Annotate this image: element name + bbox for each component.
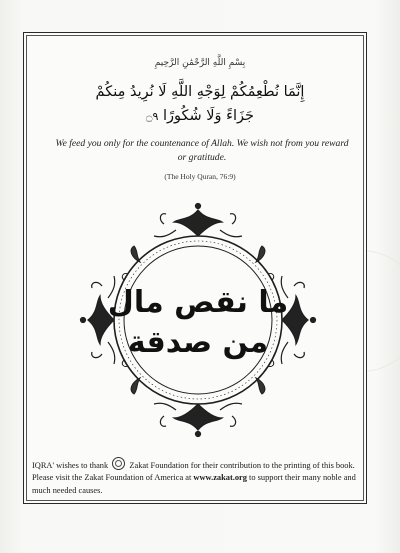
quran-verse-arabic-line-2 (60, 108, 340, 124)
ack-part-2: Zakat Foundation for their contribution to the printing of this book. Please visit the Zakat Foundation of America at (32, 461, 355, 483)
calligraphy-medallion (78, 200, 318, 440)
medallion-ornament (81, 204, 316, 437)
medallion-inner-ring (124, 246, 272, 394)
zakat-foundation-logo-icon (112, 457, 125, 470)
verse-translation: We feed you only for the countenance of Allah. We wish not from you reward or gratitude. (55, 138, 349, 163)
ayah-number-marker: ۝٩ (146, 110, 159, 123)
quran-verse-arabic-line-1: إِنَّمَا نُطْعِمُكُمْ لِوَجْهِ اللَّهِ لَا نُرِيدُ مِنكُمْ (95, 84, 305, 100)
ornament-bottom (154, 403, 242, 436)
ack-part-3: to support their many noble and much needed causes. (32, 473, 356, 495)
calligraphy-text-top: ما نقص مال (107, 285, 289, 320)
ack-part-1: IQRA' wishes to thank (32, 461, 109, 470)
verse-reference: (The Holy Quran, 76:9) (164, 172, 236, 181)
ornament-top (154, 204, 242, 237)
verse-arabic-line-2-text: جَزَاءً وَلَا شُكُورًا (162, 108, 254, 124)
zakat-website-link[interactable]: www.zakat.org (193, 473, 247, 483)
bismillah-heading: بِسْمِ اللَّهِ الرَّحْمَٰنِ الرَّحِيمِ (154, 58, 246, 68)
medallion-dotted-ring (119, 241, 277, 399)
acknowledgement-text (32, 457, 362, 497)
calligraphy-text-bottom: من صدقة (127, 325, 269, 360)
